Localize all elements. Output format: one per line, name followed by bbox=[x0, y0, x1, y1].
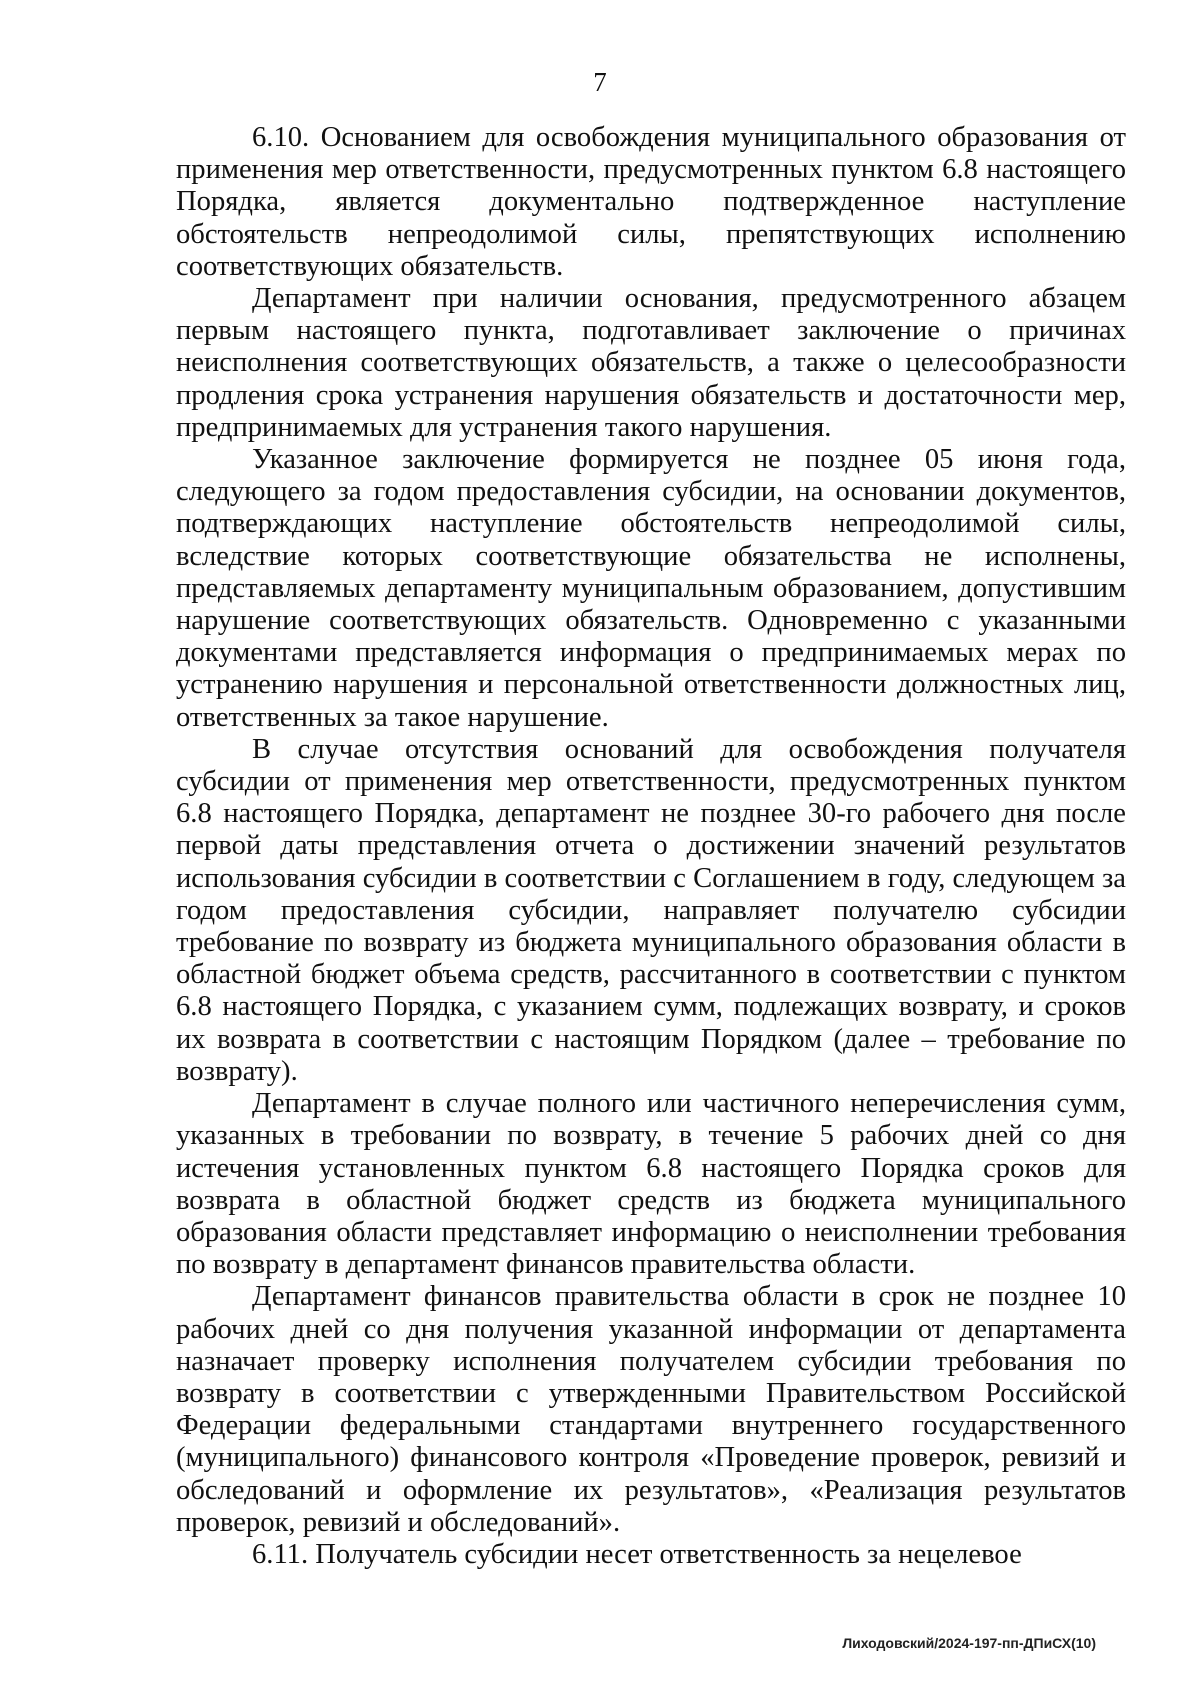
paragraph-conclusion-deadline: Указанное заключение формируется не позднее 05 июня года, следующего за годом предоставления субсидии, на основании документов, подтверждающих наступление обстоятельств непреодолимой силы, вследствие которых соответствующие обязательства не исполнены, представляемых департаменту муниципальным образованием, допустившим нарушение соответствующих обязательств. Одновременно с указанными документами представляется информация о предпринимаемых мерах по устранению нарушения и персональной ответственности должностных лиц, ответственных за такое нарушение. bbox=[176, 444, 1126, 733]
document-footer-code: Лиходовский/2024-197-пп-ДПиСХ(10) bbox=[842, 1635, 1096, 1651]
page-number: 7 bbox=[593, 67, 607, 97]
paragraph-6-11: 6.11. Получатель субсидии несет ответственность за нецелевое bbox=[252, 1538, 1022, 1570]
paragraph-6-10: 6.10. Основанием для освобождения муниципального образования от применения мер ответственности, предусмотренных пунктом 6.8 настоящего Порядка, является документально подтвержденное наступление обстоятельств непреодолимой силы, препятствующих исполнению соответствующих обязательств. bbox=[176, 122, 1126, 282]
paragraph-non-transfer: Департамент в случае полного или частичного неперечисления сумм, указанных в требовании по возврату, в течение 5 рабочих дней со дня истечения установленных пунктом 6.8 настоящего Порядка сроков для возврата в областной бюджет средств из бюджета муниципального образования области представляет информацию о неисполнении требования по возврату в департамент финансов правительства области. bbox=[176, 1088, 1126, 1281]
document-body bbox=[176, 122, 1126, 1571]
paragraph-return-requirement: В случае отсутствия оснований для освобождения получателя субсидии от применения мер ответственности, предусмотренных пунктом 6.8 настоящего Порядка, департамент не позднее 30-го рабочего дня после первой даты представления отчета о достижении значений результатов использования субсидии в соответствии с Соглашением в году, следующем за годом предоставления субсидии, направляет получателю субсидии требование по возврату из бюджета муниципального образования области в областной бюджет объема средств, рассчитанного в соответствии с пунктом 6.8 настоящего Порядка, с указанием сумм, подлежащих возврату, и сроков их возврата в соответствии с настоящим Порядком (далее – требование по возврату). bbox=[176, 733, 1126, 1087]
paragraph-finance-department-audit: Департамент финансов правительства области в срок не позднее 10 рабочих дней со дня получения указанной информации от департамента назначает проверку исполнения получателем субсидии требования по возврату в соответствии с утвержденными Правительством Российской Федерации федеральными стандартами внутреннего государственного (муниципального) финансового контроля «Проведение проверок, ревизий и обследований и оформление их результатов», «Реализация результатов проверок, ревизий и обследований». bbox=[176, 1281, 1126, 1538]
paragraph-department-conclusion: Департамент при наличии основания, предусмотренного абзацем первым настоящего пункта, подготавливает заключение о причинах неисполнения соответствующих обязательств, а также о целесообразности продления срока устранения нарушения обязательств и достаточности мер, предпринимаемых для устранения такого нарушения. bbox=[176, 283, 1126, 443]
